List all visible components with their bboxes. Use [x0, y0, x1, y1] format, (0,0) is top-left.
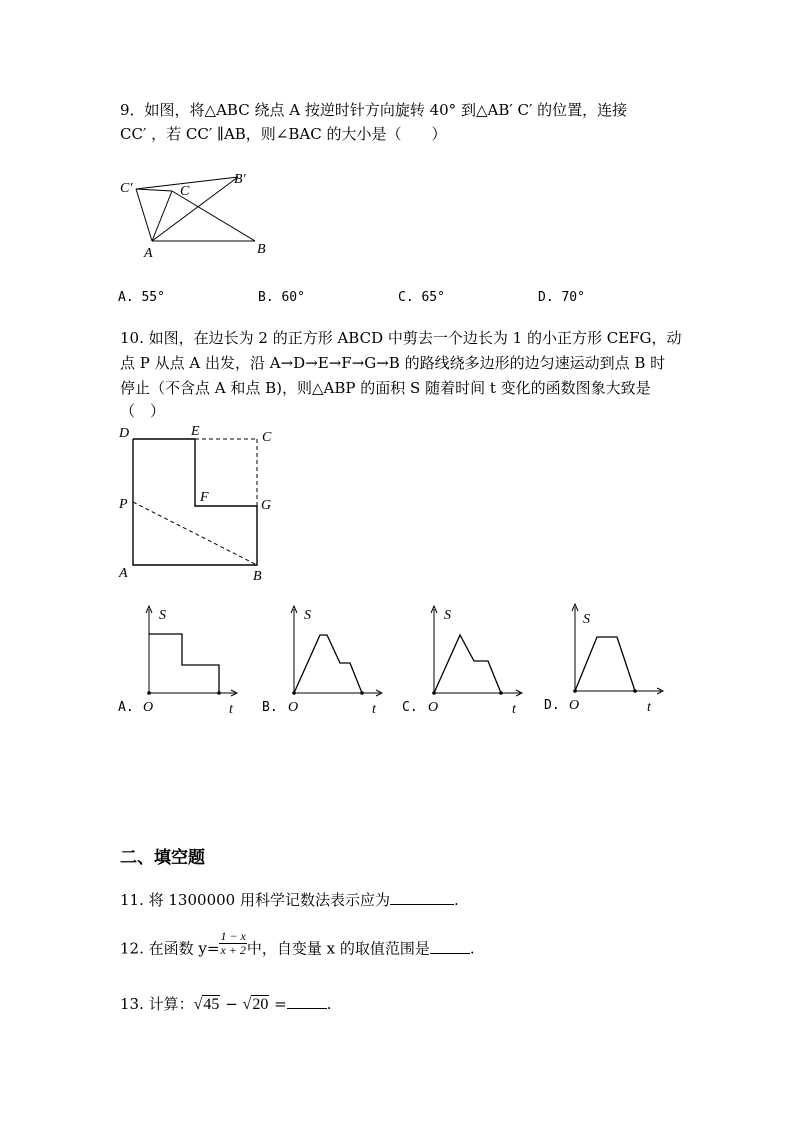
line-cprime-a: [136, 189, 152, 241]
s-label: S: [304, 608, 311, 623]
s-label: S: [444, 608, 451, 623]
q10-line1: 10. 如图，在边长为 2 的正方形 ABCD 中剪去一个边长为 1 的小正方形 CEFG，动: [120, 329, 682, 347]
s-label: S: [159, 608, 166, 623]
t-label: t: [372, 702, 376, 717]
q13-answer-blank[interactable]: [287, 994, 327, 1009]
label-b: B: [257, 242, 266, 257]
sqrt-45: √45: [193, 996, 220, 1013]
graph-d: [561, 601, 671, 716]
q10-option-c: C.: [402, 700, 418, 715]
graph-d-curve: [575, 637, 635, 691]
q9-figure: [110, 165, 280, 265]
q12-numerator: 1 − x: [220, 929, 246, 943]
o-label: O: [143, 700, 154, 715]
sqrt-20: √20: [242, 996, 269, 1013]
q10-option-d: D.: [544, 698, 560, 713]
q9-option-c: C. 65°: [398, 290, 445, 305]
q13-prefix: 13. 计算：: [120, 995, 194, 1013]
graph-a-curve: [149, 634, 219, 693]
polygon-adefgb: [133, 439, 257, 565]
radicand-45: 45: [203, 996, 220, 1013]
q12: [120, 929, 475, 963]
graph-c: [420, 603, 530, 718]
t-label: t: [512, 702, 516, 717]
label-f: F: [200, 490, 209, 505]
label-c: C: [262, 430, 272, 445]
end-dot: [217, 691, 221, 695]
label-e: E: [191, 424, 200, 439]
label-c: C: [180, 184, 190, 199]
label-d: D: [119, 426, 130, 441]
q12-prefix: 12. 在函数 y=: [120, 939, 220, 958]
q11-text: 11. 将 1300000 用科学记数法表示应为: [120, 891, 390, 909]
t-label: t: [229, 702, 233, 717]
label-a: A: [119, 566, 128, 581]
q11-suffix: .: [453, 891, 459, 909]
o-label: O: [569, 698, 580, 713]
q13: [120, 992, 331, 1017]
q11: [120, 888, 459, 913]
q10-option-b: B.: [262, 700, 278, 715]
label-b-prime: B′: [234, 172, 246, 187]
origin-dot: [432, 691, 436, 695]
q12-suffix: .: [469, 939, 475, 958]
q9-option-d: D. 70°: [538, 290, 585, 305]
q9-line1: 9．如图，将△ABC 绕点 A 按逆时针方向旋转 40° 到△AB′ C′ 的位置，连接: [120, 101, 628, 119]
q10-figure: [115, 420, 285, 585]
section-title: 二、填空题: [120, 848, 205, 868]
label-g: G: [261, 498, 272, 513]
graph-a: [135, 603, 245, 718]
equals-sign: =: [274, 995, 287, 1013]
graph-c-curve: [434, 635, 501, 693]
q12-fraction: [219, 930, 246, 957]
q10-line4: （ ）: [120, 402, 166, 420]
q9-line2: CC′ ，若 CC′ ∥AB，则∠BAC 的大小是（ ）: [120, 125, 447, 143]
q10-line3: 停止（不含点 A 和点 B)，则△ABP 的面积 S 随着时间 t 变化的函数图象大致是: [120, 379, 651, 397]
q10-line2: 点 P 从点 A 出发，沿 A→D→E→F→G→B 的路线绕多边形的边匀速运动到点 B 时: [120, 354, 666, 372]
origin-dot: [292, 691, 296, 695]
end-dot: [633, 689, 637, 693]
label-a: A: [144, 246, 153, 261]
graph-b-curve: [294, 635, 362, 693]
o-label: O: [288, 700, 299, 715]
origin-dot: [573, 689, 577, 693]
q13-suffix: .: [326, 995, 332, 1013]
label-b: B: [253, 569, 262, 584]
q12-middle: 中，自变量 x 的取值范围是: [246, 939, 430, 958]
s-label: S: [583, 612, 590, 627]
q10-option-a: A.: [118, 700, 134, 715]
dashed-pb: [133, 502, 257, 565]
graph-b: [280, 603, 390, 718]
t-label: t: [647, 700, 651, 715]
q12-answer-blank[interactable]: [430, 939, 470, 954]
q11-answer-blank[interactable]: [390, 890, 454, 905]
q9-option-b: B. 60°: [258, 290, 305, 305]
origin-dot: [147, 691, 151, 695]
end-dot: [360, 691, 364, 695]
minus-sign: −: [225, 995, 238, 1013]
label-p: P: [119, 497, 128, 512]
q12-denominator: x + 2: [220, 943, 246, 957]
q9-option-a: A. 55°: [118, 290, 165, 305]
o-label: O: [428, 700, 439, 715]
radicand-20: 20: [252, 996, 269, 1013]
label-c-prime: C′: [120, 181, 133, 196]
line-cprime-c: [136, 189, 172, 191]
end-dot: [499, 691, 503, 695]
